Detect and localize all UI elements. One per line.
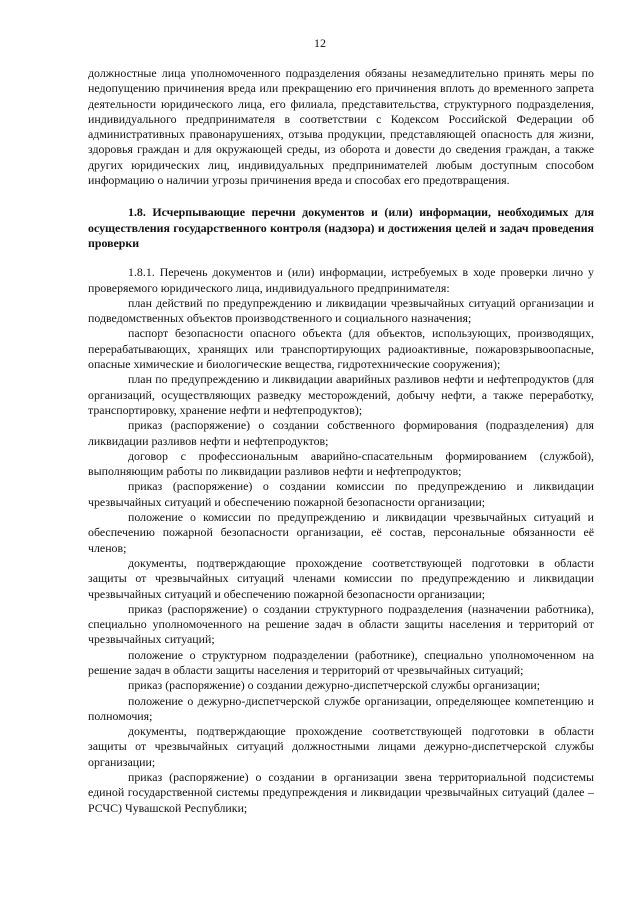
list-item: план по предупреждению и ликвидации аварийных разливов нефти и нефтепродуктов (для организаций, осуществляющих разведку месторождений, добычу нефти, а также переработку, транспортировку, хранение нефти и нефтепродуктов); [88,372,594,417]
list-item: приказ (распоряжение) о создании дежурно-диспетчерской службы организации; [128,678,541,693]
list-item: договор с профессиональным аварийно-спасательным формированием (службой), выполняющим работы по ликвидации разливов нефти и нефтепродуктов; [88,448,594,479]
list-item: положение о дежурно-диспетчерской службе организации, определяющее компетенцию и полномочия; [88,693,594,723]
list-item: приказ (распоряжение) о создании комиссии по предупреждению и ликвидации чрезвычайных ситуаций и обеспечению пожарной безопасности организации; [88,479,594,509]
list-item: документы, подтверждающие прохождение соответствующей подготовки в области защиты от чрезвычайных ситуаций должностными лицами дежурно-диспетчерской службы организации; [88,724,594,769]
list-item: положение о комиссии по предупреждению и ликвидации чрезвычайных ситуаций и обеспечению пожарной безопасности организации, её состав, персональные обязанности её членов; [88,510,594,555]
subsection-paragraph: 1.8.1. Перечень документов и (или) информации, истребуемых в ходе проверки лично у проверяемого юридического лица, индивидуального предпринимателя: [88,265,594,295]
page-number: 12 [314,36,326,50]
list-item: приказ (распоряжение) о создании структурного подразделения (назначении работника), специально уполномоченного на решение задач в области защиты населения и территорий от чрезвычайных ситуаций; [88,601,594,647]
list-item: документы, подтверждающие прохождение соответствующей подготовки в области защиты от чрезвычайных ситуаций членами комиссии по предупреждению и ликвидации чрезвычайных ситуаций и обеспечению пожарной безопасности организации; [88,555,594,601]
list-item: приказ (распоряжение) о создании в организации звена территориальной подсистемы единой государственной системы предупреждения и ликвидации чрезвычайных ситуаций (далее – РСЧС) Чувашской Республики; [88,770,594,815]
section-heading: 1.8. Исчерпывающие перечни документов и (или) информации, необходимых для осуществления государственного контроля (надзора) и достижения целей и задач проведения проверки [88,205,594,250]
intro-paragraph: должностные лица уполномоченного подразделения обязаны незамедлительно принять меры по недопущению причинения вреда или прекращению его причинения вплоть до временного запрета деятельности юридического лица, его филиала, представительства, структурного подразделения, индивидуального предпринимателя в соответствии с Кодексом Российской Федерации об административных правонарушениях, отзыва продукции, представляющей опасность для жизни, здоровья граждан и для окружающей среды, из оборота и довести до сведения граждан, а также других юридических лиц, индивидуальных предпринимателей любым доступным способом информацию о наличии угрозы причинения вреда и способах его предотвращения. [88,66,594,188]
list-item: приказ (распоряжение) о создании собственного формирования (подразделения) для ликвидации разливов нефти и нефтепродуктов; [88,418,594,448]
list-item: положение о структурном подразделении (работнике), специально уполномоченном на решение задач в области защиты населения и территорий от чрезвычайных ситуаций; [88,647,594,677]
list-item: план действий по предупреждению и ликвидации чрезвычайных ситуаций организации и подведомственных объектов производственного и социального назначения; [88,295,594,326]
document-body [88,66,594,816]
list-item: паспорт безопасности опасного объекта (для объектов, использующих, производящих, перерабатывающих, хранящих или транспортирующих радиоактивные, пожаровзрывоопасные, опасные химические и биологические вещества, гидротехнические сооружения); [88,326,594,372]
